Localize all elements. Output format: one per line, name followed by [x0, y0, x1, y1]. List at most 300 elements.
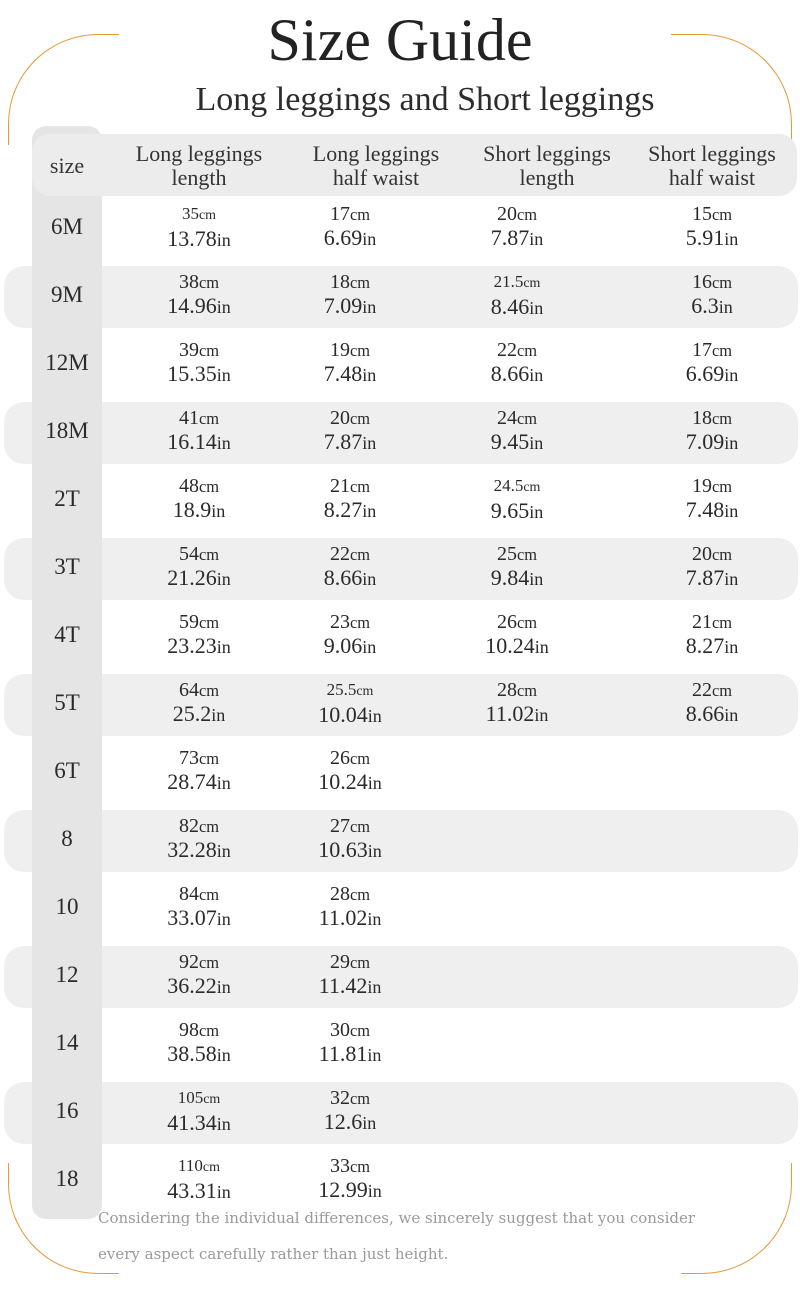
cm-unit: cm	[711, 477, 733, 496]
inch-value: 7.87	[323, 429, 363, 454]
inch-value-line	[630, 294, 794, 319]
cm-value: 25.5	[326, 680, 357, 699]
cm-value: 26	[496, 611, 517, 633]
inch-unit: in	[367, 977, 382, 997]
inch-unit: in	[529, 298, 544, 318]
inch-value-line	[268, 498, 432, 523]
cm-value-line	[268, 747, 432, 770]
measurement-cell	[268, 196, 432, 258]
inch-value-line	[268, 1042, 432, 1067]
cm-value: 30	[329, 1019, 350, 1041]
inch-value-line	[434, 430, 600, 455]
inch-value-line	[268, 1110, 432, 1135]
cm-unit: cm	[349, 341, 371, 360]
inch-unit: in	[724, 501, 739, 521]
cm-value: 105	[177, 1088, 204, 1107]
inch-unit: in	[211, 501, 226, 521]
inch-value-line	[434, 295, 600, 320]
cm-unit: cm	[198, 613, 220, 632]
cm-value-line	[118, 1154, 280, 1179]
measurement-cell	[630, 468, 794, 530]
inch-value: 10.63	[318, 837, 368, 862]
inch-value: 7.48	[323, 361, 363, 386]
inch-value: 10.24	[485, 633, 535, 658]
size-label: 5T	[54, 690, 80, 715]
inch-unit: in	[529, 229, 544, 249]
cm-value: 41	[178, 407, 199, 429]
cm-unit: cm	[198, 817, 220, 836]
cm-unit: cm	[516, 341, 538, 360]
cm-value-line	[630, 339, 794, 362]
inch-value: 8.27	[685, 633, 725, 658]
inch-value: 25.2	[172, 701, 212, 726]
inch-value: 9.84	[490, 565, 530, 590]
inch-value: 8.27	[323, 497, 363, 522]
measurement-cell	[434, 536, 600, 598]
header-long-length-line1: Long leggings	[135, 141, 263, 166]
size-label: 14	[55, 1030, 79, 1055]
measurement-cell	[118, 1080, 280, 1142]
header-short-waist-line2: half waist	[668, 165, 756, 190]
cm-value: 28	[329, 883, 350, 905]
inch-value: 6.69	[323, 225, 363, 250]
measurement-cell	[630, 196, 794, 258]
cm-value-line	[268, 1019, 432, 1042]
inch-value-line	[630, 430, 794, 455]
inch-unit: in	[724, 229, 739, 249]
cm-value: 73	[178, 747, 199, 769]
cm-value-line	[118, 1019, 280, 1042]
inch-value-line	[268, 634, 432, 659]
cm-value-line	[268, 339, 432, 362]
header-short-waist-line1: Short leggings	[648, 141, 776, 166]
measurement-cell	[268, 604, 432, 666]
cm-value: 26	[329, 747, 350, 769]
inch-value: 6.69	[685, 361, 725, 386]
cm-value: 18	[329, 271, 350, 293]
header-long-length-line2: length	[171, 165, 227, 190]
cm-unit: cm	[198, 477, 220, 496]
cm-value-line	[630, 475, 794, 498]
size-label: 8	[61, 826, 73, 851]
cm-unit: cm	[711, 409, 733, 428]
cm-unit: cm	[198, 1021, 220, 1040]
inch-value-line	[118, 906, 280, 931]
cm-value-line	[630, 271, 794, 294]
inch-value-line	[268, 838, 432, 863]
inch-value: 38.58	[167, 1041, 217, 1066]
inch-value: 8.66	[490, 361, 530, 386]
header-long-length	[118, 138, 280, 194]
cm-value-line	[118, 202, 280, 227]
measurement-cell	[118, 264, 280, 326]
measurement-cell	[630, 672, 794, 734]
cm-value-line	[268, 1155, 432, 1178]
inch-unit: in	[367, 909, 382, 929]
header-short-length	[464, 138, 630, 194]
cm-value: 84	[178, 883, 199, 905]
cm-value: 64	[178, 679, 199, 701]
header-size	[32, 138, 102, 194]
header-long-waist-line2: half waist	[332, 165, 420, 190]
cm-value: 17	[691, 339, 712, 361]
size-label: 18	[55, 1166, 79, 1191]
cm-value: 29	[329, 951, 350, 973]
inch-value-line	[434, 566, 600, 591]
header-short-waist	[630, 138, 794, 194]
inch-value: 9.06	[323, 633, 363, 658]
size-label: 4T	[54, 622, 80, 647]
cm-unit: cm	[516, 681, 538, 700]
inch-value-line	[434, 362, 600, 387]
inch-unit: in	[216, 637, 231, 657]
measurement-cell	[118, 604, 280, 666]
measurement-cell	[434, 468, 600, 530]
cm-unit: cm	[349, 953, 371, 972]
cm-value-line	[630, 543, 794, 566]
measurement-cell	[118, 400, 280, 462]
note-line-2: every aspect carefully rather than just height.	[98, 1245, 449, 1263]
inch-value-line	[118, 702, 280, 727]
inch-unit: in	[362, 569, 377, 589]
inch-unit: in	[216, 1045, 231, 1065]
inch-value: 14.96	[167, 293, 217, 318]
inch-value-line	[118, 634, 280, 659]
cm-unit: cm	[198, 749, 220, 768]
inch-unit: in	[367, 841, 382, 861]
measurement-cell	[268, 468, 432, 530]
inch-unit: in	[724, 365, 739, 385]
cm-unit: cm	[349, 409, 371, 428]
measurement-cell	[268, 876, 432, 938]
inch-value-line	[118, 294, 280, 319]
cm-value: 32	[329, 1087, 350, 1109]
cm-unit: cm	[349, 1089, 371, 1108]
cm-value: 20	[329, 407, 350, 429]
cm-value: 98	[178, 1019, 199, 1041]
inch-unit: in	[367, 1045, 382, 1065]
cm-unit: cm	[356, 684, 374, 699]
cm-unit: cm	[523, 276, 541, 291]
cm-unit: cm	[711, 613, 733, 632]
measurement-cell	[268, 672, 432, 734]
inch-value: 11.42	[318, 973, 368, 998]
inch-unit: in	[216, 365, 231, 385]
cm-unit: cm	[349, 1157, 371, 1176]
cm-value-line	[434, 611, 600, 634]
inch-value-line	[268, 703, 432, 728]
size-label: 6M	[51, 214, 83, 239]
measurement-cell	[434, 672, 600, 734]
inch-unit: in	[529, 502, 544, 522]
cm-unit: cm	[203, 1092, 221, 1107]
cm-value-line	[630, 203, 794, 226]
cm-value-line	[118, 611, 280, 634]
size-label: 12M	[45, 350, 89, 375]
inch-unit: in	[362, 1113, 377, 1133]
inch-value: 36.22	[167, 973, 217, 998]
cm-value: 21	[691, 611, 712, 633]
measurement-cell	[630, 536, 794, 598]
inch-unit: in	[216, 977, 231, 997]
measurement-cell	[118, 536, 280, 598]
cm-value: 19	[691, 475, 712, 497]
cm-value: 82	[178, 815, 199, 837]
size-label: 3T	[54, 554, 80, 579]
inch-value: 11.02	[485, 701, 535, 726]
inch-value-line	[268, 226, 432, 251]
inch-value: 8.66	[685, 701, 725, 726]
measurement-cell	[118, 740, 280, 802]
cm-value-line	[118, 1086, 280, 1111]
inch-value: 5.91	[685, 225, 725, 250]
cm-unit: cm	[198, 208, 217, 223]
measurement-cell	[630, 400, 794, 462]
size-label: 2T	[54, 486, 80, 511]
measurement-cell	[268, 400, 432, 462]
measurement-cell	[118, 332, 280, 394]
measurement-cell	[118, 468, 280, 530]
inch-unit: in	[216, 230, 231, 250]
inch-unit: in	[362, 501, 377, 521]
cm-unit: cm	[198, 341, 220, 360]
inch-value-line	[268, 294, 432, 319]
inch-unit: in	[367, 773, 382, 793]
inch-value-line	[268, 906, 432, 931]
inch-value-line	[630, 362, 794, 387]
inch-value-line	[630, 226, 794, 251]
cm-value: 33	[329, 1155, 350, 1177]
inch-value-line	[268, 770, 432, 795]
measurement-cell	[268, 332, 432, 394]
cm-unit: cm	[516, 545, 538, 564]
cm-value: 21	[329, 475, 350, 497]
cm-value: 23	[329, 611, 350, 633]
cm-value-line	[630, 611, 794, 634]
inch-unit: in	[211, 705, 226, 725]
inch-value: 16.14	[167, 429, 217, 454]
measurement-cell	[630, 332, 794, 394]
measurement-cell	[434, 400, 600, 462]
measurement-cell	[118, 876, 280, 938]
size-label: 12	[55, 962, 79, 987]
cm-unit: cm	[711, 681, 733, 700]
cm-unit: cm	[711, 273, 733, 292]
inch-value: 8.46	[490, 294, 530, 319]
cm-unit: cm	[198, 953, 220, 972]
inch-value: 8.66	[323, 565, 363, 590]
cm-value: 18	[691, 407, 712, 429]
inch-value: 15.35	[167, 361, 217, 386]
inch-value-line	[268, 362, 432, 387]
inch-value: 41.34	[167, 1110, 217, 1135]
inch-unit: in	[216, 1114, 231, 1134]
inch-value-line	[434, 634, 600, 659]
measurement-cell	[118, 944, 280, 1006]
inch-value: 11.02	[318, 905, 368, 930]
inch-unit: in	[216, 841, 231, 861]
header-short-length-line1: Short leggings	[483, 141, 611, 166]
measurement-cell	[268, 264, 432, 326]
cm-value: 22	[329, 543, 350, 565]
inch-unit: in	[724, 637, 739, 657]
cm-value: 24.5	[493, 476, 524, 495]
inch-value-line	[268, 430, 432, 455]
measurement-cell	[118, 808, 280, 870]
page-subtitle: Long leggings and Short leggings	[195, 81, 655, 118]
inch-value-line	[118, 430, 280, 455]
cm-value: 19	[329, 339, 350, 361]
cm-unit: cm	[711, 341, 733, 360]
inch-value: 7.09	[323, 293, 363, 318]
inch-unit: in	[216, 773, 231, 793]
cm-unit: cm	[349, 817, 371, 836]
cm-value: 17	[329, 203, 350, 225]
cm-value-line	[434, 203, 600, 226]
inch-value-line	[118, 566, 280, 591]
cm-value-line	[268, 271, 432, 294]
cm-value-line	[268, 611, 432, 634]
cm-value: 35	[181, 204, 199, 223]
inch-value-line	[118, 1179, 280, 1204]
inch-unit: in	[724, 705, 739, 725]
cm-unit: cm	[516, 409, 538, 428]
inch-unit: in	[216, 433, 231, 453]
measurement-cell	[118, 196, 280, 258]
cm-unit: cm	[711, 205, 733, 224]
size-label: 16	[55, 1098, 79, 1123]
cm-value-line	[268, 1087, 432, 1110]
cm-value: 28	[496, 679, 517, 701]
measurement-cell	[630, 604, 794, 666]
inch-value: 23.23	[167, 633, 217, 658]
inch-value: 28.74	[167, 769, 217, 794]
inch-value: 21.26	[167, 565, 217, 590]
cm-value: 24	[496, 407, 517, 429]
cm-value: 22	[691, 679, 712, 701]
measurement-cell	[118, 1148, 280, 1210]
cm-unit: cm	[198, 409, 220, 428]
cm-value-line	[434, 474, 600, 499]
cm-value-line	[268, 475, 432, 498]
cm-value: 38	[178, 271, 199, 293]
cm-value-line	[630, 407, 794, 430]
inch-unit: in	[529, 365, 544, 385]
cm-value-line	[118, 339, 280, 362]
cm-value-line	[118, 543, 280, 566]
inch-value: 9.45	[490, 429, 530, 454]
inch-value: 7.87	[685, 565, 725, 590]
cm-unit: cm	[349, 273, 371, 292]
cm-value: 25	[496, 543, 517, 565]
measurement-cell	[118, 1012, 280, 1074]
cm-value: 54	[178, 543, 199, 565]
inch-value: 7.09	[685, 429, 725, 454]
cm-value-line	[434, 679, 600, 702]
inch-unit: in	[362, 229, 377, 249]
cm-value-line	[434, 339, 600, 362]
inch-unit: in	[216, 569, 231, 589]
cm-unit: cm	[349, 749, 371, 768]
cm-value-line	[118, 815, 280, 838]
cm-value-line	[268, 407, 432, 430]
measurement-cell	[434, 332, 600, 394]
inch-value-line	[434, 702, 600, 727]
inch-value-line	[434, 499, 600, 524]
cm-unit: cm	[349, 613, 371, 632]
measurement-cell	[268, 1012, 432, 1074]
inch-value-line	[118, 498, 280, 523]
cm-value-line	[118, 679, 280, 702]
measurement-cell	[118, 672, 280, 734]
size-label: 6T	[54, 758, 80, 783]
cm-value: 59	[178, 611, 199, 633]
measurement-cell	[268, 808, 432, 870]
inch-unit: in	[362, 365, 377, 385]
inch-value-line	[268, 1178, 432, 1203]
cm-value-line	[434, 270, 600, 295]
cm-value-line	[118, 271, 280, 294]
cm-unit: cm	[198, 681, 220, 700]
cm-value-line	[118, 475, 280, 498]
inch-value-line	[630, 634, 794, 659]
inch-unit: in	[534, 705, 549, 725]
inch-value-line	[118, 974, 280, 999]
cm-value: 16	[691, 271, 712, 293]
measurement-cell	[268, 740, 432, 802]
inch-value: 12.99	[318, 1177, 368, 1202]
inch-value-line	[268, 974, 432, 999]
inch-unit: in	[216, 297, 231, 317]
cm-value-line	[118, 883, 280, 906]
cm-value: 20	[691, 543, 712, 565]
inch-unit: in	[362, 433, 377, 453]
header-long-waist-line1: Long leggings	[312, 141, 440, 166]
inch-value-line	[268, 566, 432, 591]
inch-value-line	[118, 227, 280, 252]
inch-value: 10.04	[318, 702, 368, 727]
cm-unit: cm	[349, 1021, 371, 1040]
inch-value: 7.48	[685, 497, 725, 522]
cm-value-line	[118, 951, 280, 974]
inch-unit: in	[534, 637, 549, 657]
measurement-cell	[268, 944, 432, 1006]
inch-value: 13.78	[167, 226, 217, 251]
cm-value-line	[268, 951, 432, 974]
page-title: Size Guide	[267, 7, 533, 73]
inch-value: 32.28	[167, 837, 217, 862]
cm-value: 39	[178, 339, 199, 361]
cm-value-line	[268, 678, 432, 703]
cm-unit: cm	[198, 545, 220, 564]
cm-value: 15	[691, 203, 712, 225]
cm-value-line	[630, 679, 794, 702]
cm-value-line	[118, 407, 280, 430]
inch-value-line	[630, 702, 794, 727]
size-label: 9M	[51, 282, 83, 307]
inch-value-line	[118, 770, 280, 795]
cm-value-line	[268, 543, 432, 566]
cm-unit: cm	[349, 545, 371, 564]
cm-unit: cm	[198, 273, 220, 292]
inch-value-line	[118, 838, 280, 863]
inch-unit: in	[724, 433, 739, 453]
header-short-length-line2: length	[519, 165, 575, 190]
cm-value: 48	[178, 475, 199, 497]
size-label: 10	[55, 894, 79, 919]
inch-value: 6.3	[691, 293, 719, 318]
inch-unit: in	[529, 569, 544, 589]
